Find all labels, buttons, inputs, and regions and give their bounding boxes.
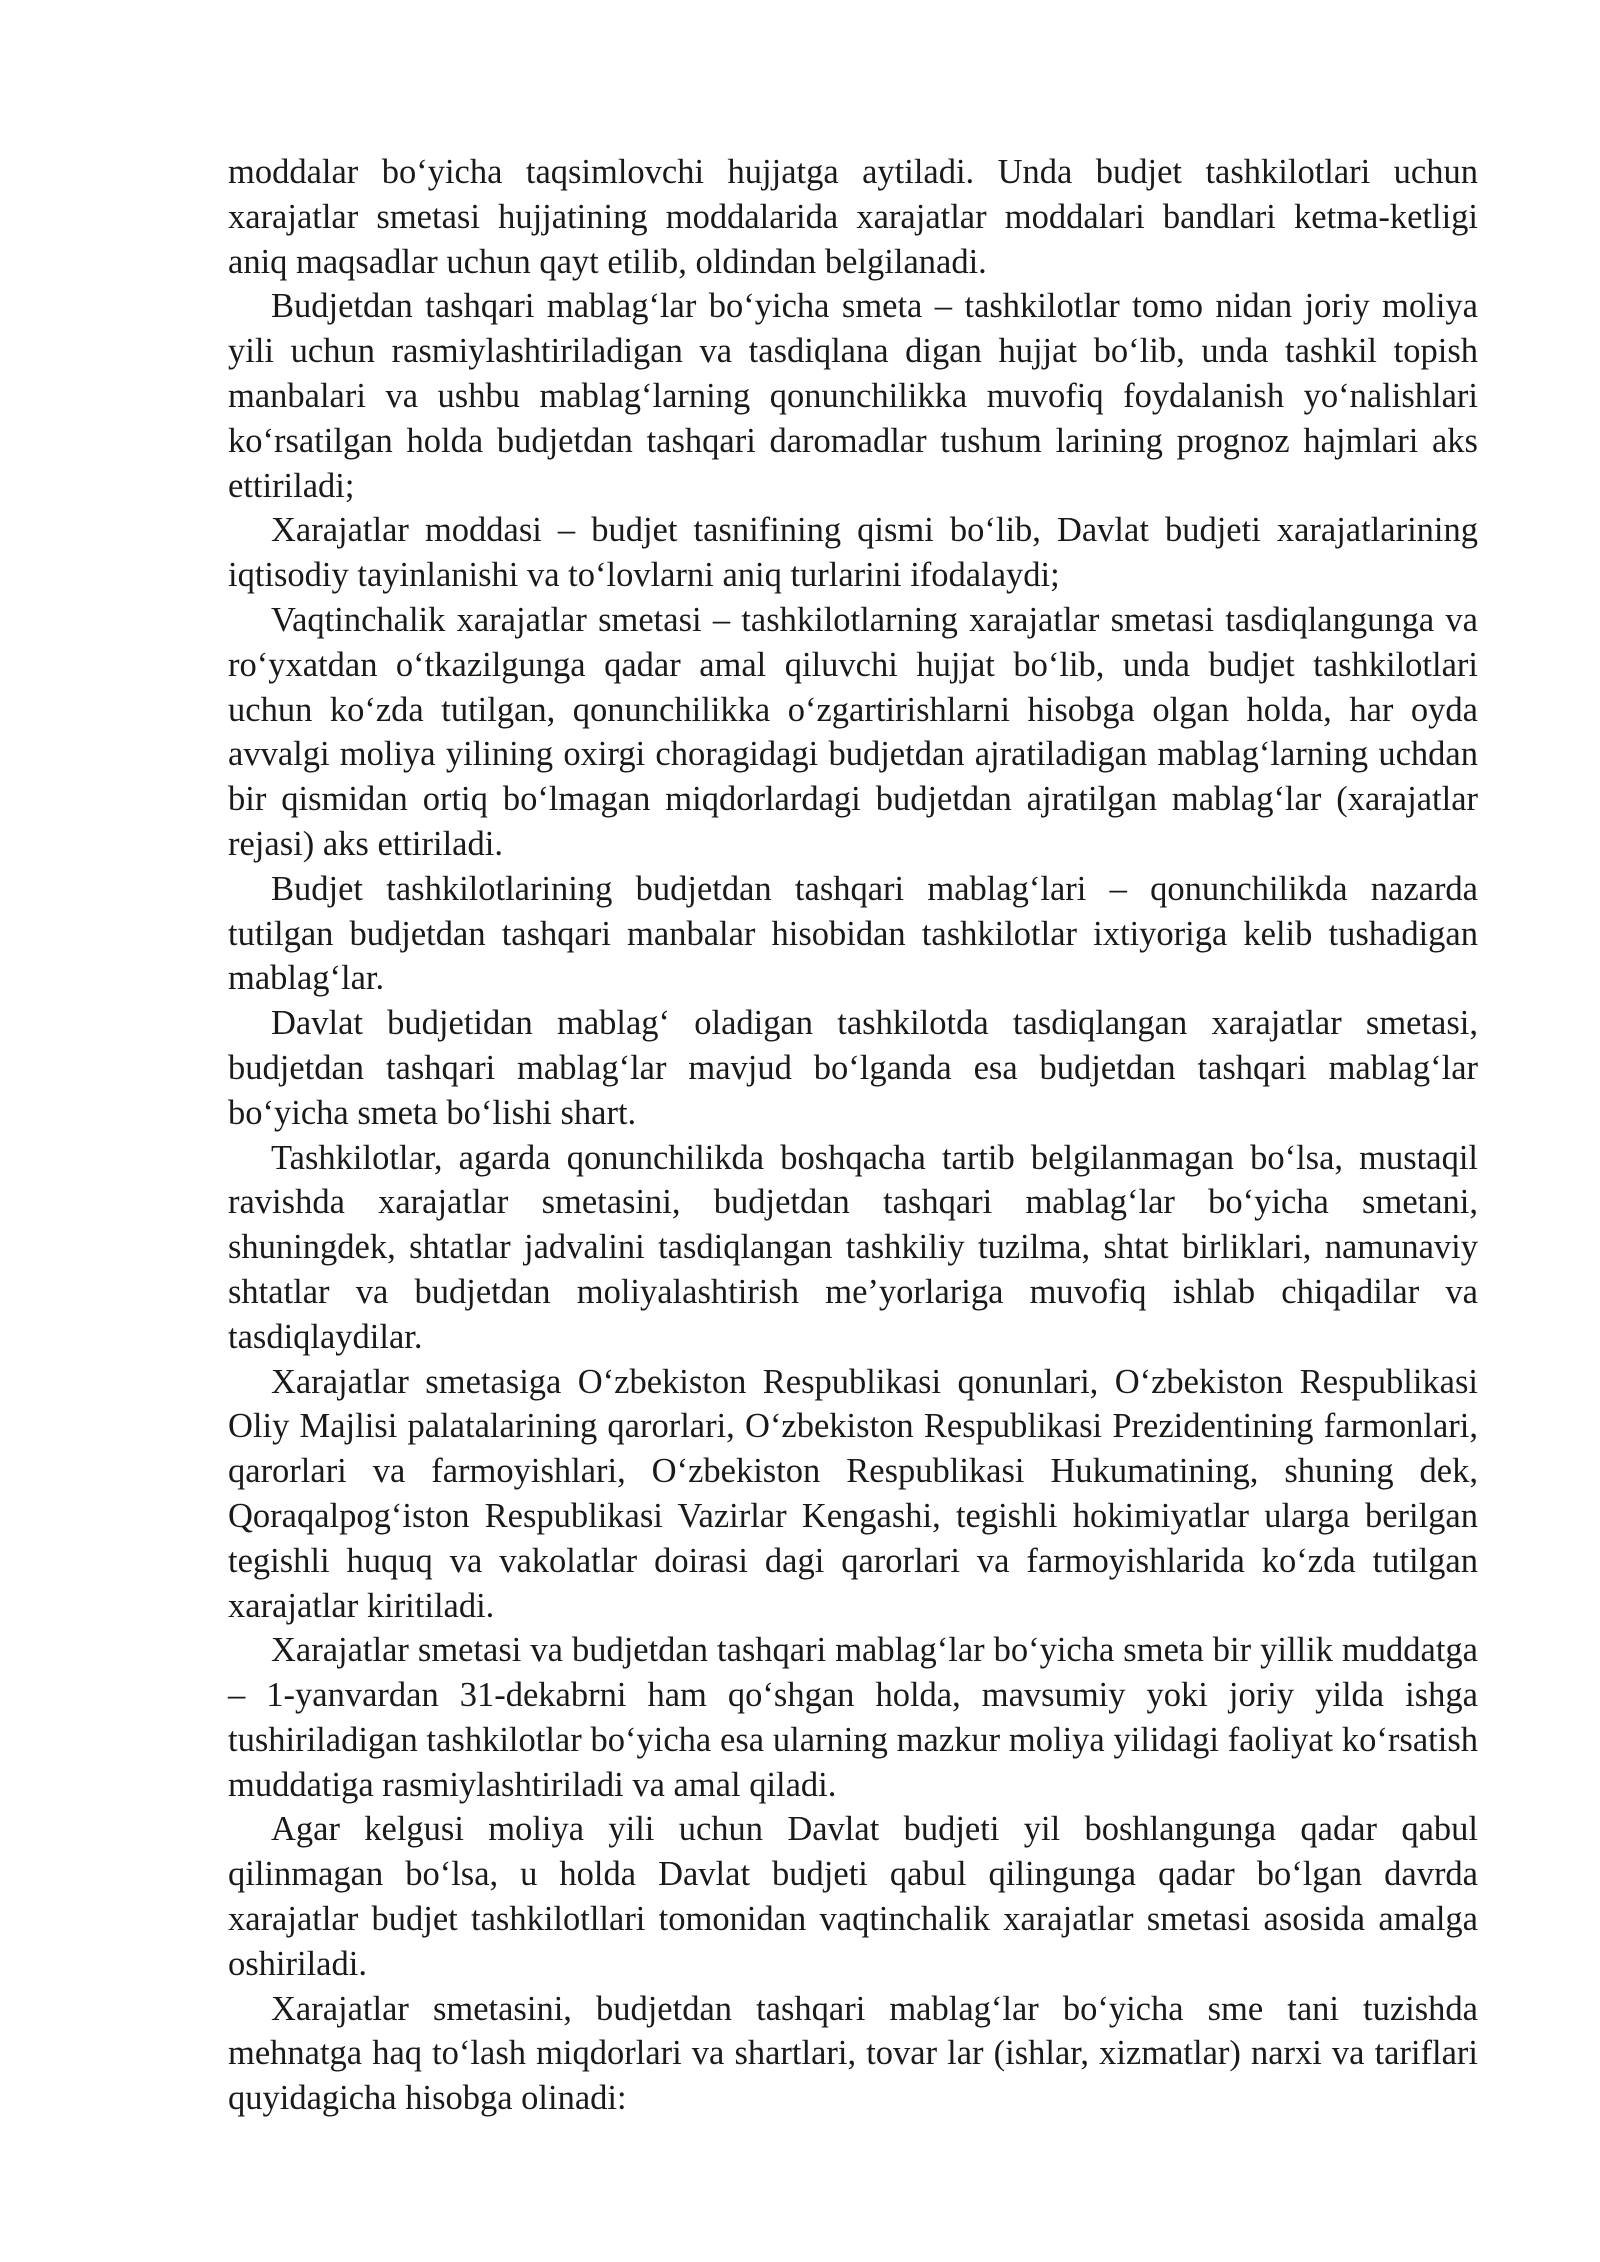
paragraph-organizations: Tashkilotlar, agarda qonunchilikda boshqacha tartib belgilanmagan bo‘lsa, mustaqil ravishda xarajatlar smetasini, budjetdan tashqari mablag‘lar bo‘yicha smetani, shuningdek, shtatlar jadvalini tasdiqlangan tashkiliy tuzilma, shtat birliklari, namunaviy shtatlar va budjetdan moliyalashtirish me’yorlariga muvofiq ishlab chiqadilar va tasdiqlaydilar. [228,1138,1478,1356]
paragraph-estimate-sources: Xarajatlar smetasiga O‘zbekiston Respublikasi qonunlari, O‘zbekiston Respublikasi Oliy Majlisi palatalarining qarorlari, O‘zbekiston Respublikasi Prezidentining farmonlari, qarorlari va farmoyishlari, O‘zbekiston Respublikasi Hukumatining, shuning dek, Qoraqalpog‘iston Respublikasi Vazirlar Kengashi, tegishli hokimiyatlar ularga berilgan tegishli huquq va vakolatlar doirasi dagi qarorlari va farmoyishlarida ko‘zda tutilgan xarajatlar kiritiladi. [228,1362,1478,1625]
paragraph-expense-item: Xarajatlar moddasi – budjet tasnifining qismi bo‘lib, Davlat budjeti xarajatlarining iqtisodiy tayinlanishi va to‘lovlarni aniq turlarini ifodalaydi; [228,511,1478,595]
paragraph-continuation: moddalar bo‘yicha taqsimlovchi hujjatga aytiladi. Unda budjet tashkilotlari uchun xarajatlar smetasi hujjatining moddalarida xarajatlar moddalari bandlari ketma-ketligi aniq maqsadlar uchun qayt etilib, oldindan belgilanadi. [228,153,1478,281]
paragraph-temporary-estimate: Vaqtinchalik xarajatlar smetasi – tashkilotlarning xarajatlar smetasi tasdiqlangunga va ro‘yxatdan o‘tkazilgunga qadar amal qiluvchi hujjat bo‘lib, unda budjet tashkilotlari uchun ko‘zda tutilgan, qonunchilikka o‘zgartirishlarni hisobga olgan holda, har oyda avvalgi moliya yilining oxirgi choragidagi budjetdan ajratiladigan mablag‘larning uchdan bir qismidan ortiq bo‘lmagan miqdorlardagi budjetdan ajratilgan mablag‘lar (xarajatlar rejasi) aks ettiriladi. [228,600,1478,863]
paragraph-offbudget-estimate: Budjetdan tashqari mablag‘lar bo‘yicha smeta – tashkilotlar tomo nidan joriy moliya yili uchun rasmiylashtiriladigan va tasdiqlana digan hujjat bo‘lib, unda tashkil topish manbalari va ushbu mablag‘larning qonunchilikka muvofiq foydalanish yo‘nalishlari ko‘rsatilgan holda budjetdan tashqari daromadlar tushum larining prognoz hajmlari aks ettiriladi; [228,287,1478,505]
paragraph-budget-not-adopted: Agar kelgusi moliya yili uchun Davlat budjeti yil boshlangunga qadar qabul qilinmagan bo‘lsa, u holda Davlat budjeti qabul qilingunga qadar bo‘lgan davrda xarajatlar budjet tashkilotllari tomonidan vaqtinchalik xarajatlar smetasi asosida amalga oshiriladi. [228,1810,1478,1983]
paragraph-wage-tariffs: Xarajatlar smetasini, budjetdan tashqari mablag‘lar bo‘yicha sme tani tuzishda mehnatga haq to‘lash miqdorlari va shartlari, tovar lar (ishlar, xizmatlar) narxi va tariflari quyidagicha hisobga olinadi: [228,1989,1478,2118]
paragraph-offbudget-funds: Budjet tashkilotlarining budjetdan tashqari mablag‘lari – qonunchilikda nazarda tutilgan budjetdan tashqari manbalar hisobidan tashkilotlar ixtiyoriga kelib tushadigan mablag‘lar. [228,869,1478,998]
paragraph-required-estimate: Davlat budjetidan mablag‘ oladigan tashkilotda tasdiqlangan xarajatlar smetasi, budjetdan tashqari mablag‘lar mavjud bo‘lganda esa budjetdan tashqari mablag‘lar bo‘yicha smeta bo‘lishi shart. [228,1004,1478,1132]
document-page [228,150,1478,2121]
paragraph-estimate-period: Xarajatlar smetasi va budjetdan tashqari mablag‘lar bo‘yicha smeta bir yillik muddatga – 1-yanvardan 31-dekabrni ham qo‘shgan holda, mavsumiy yoki joriy yilda ishga tushiriladigan tashkilotlar bo‘yicha esa ularning mazkur moliya yilidagi faoliyat ko‘rsatish muddatiga rasmiylashtiriladi va amal qiladi. [228,1631,1478,1804]
